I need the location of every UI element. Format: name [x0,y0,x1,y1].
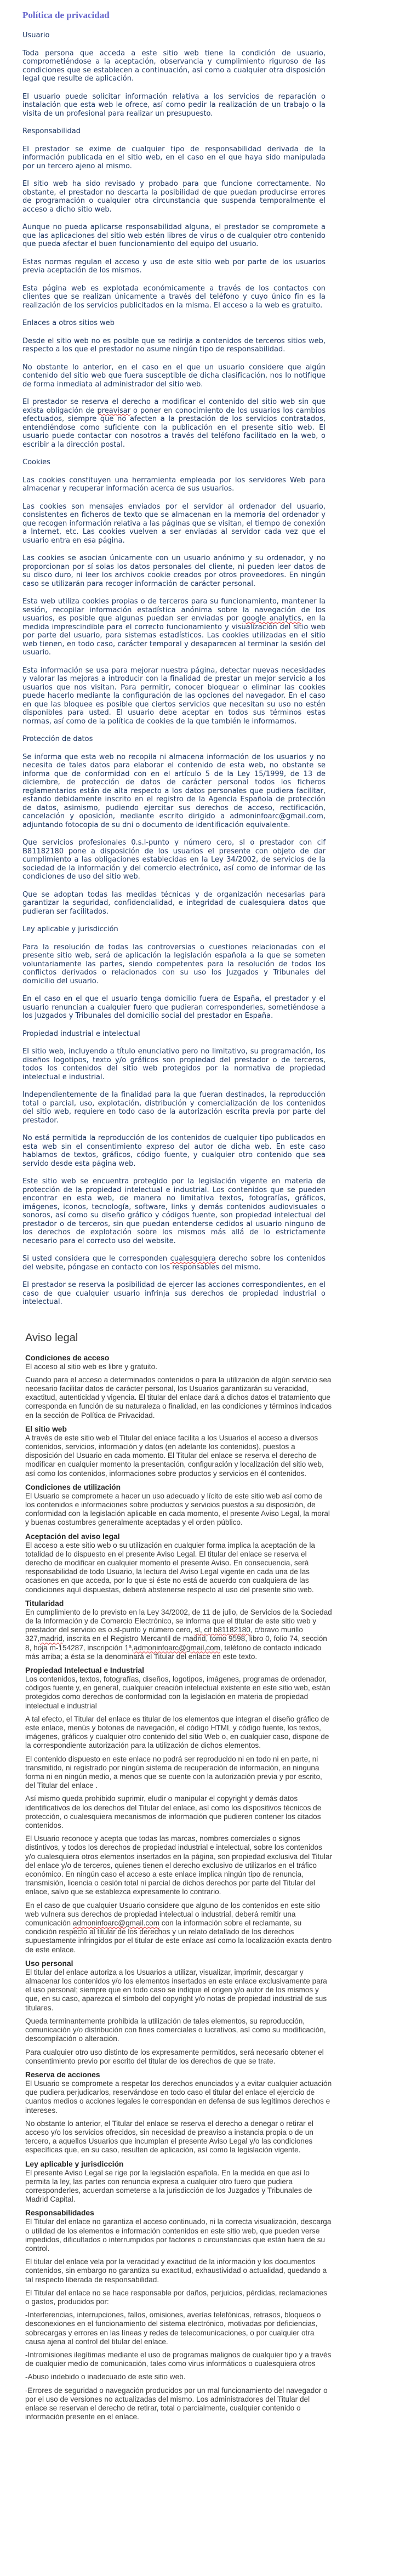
section-heading: Usuario [22,31,50,39]
paragraph: Independientemente de la finalidad para la que fueran destinados, la reproducción total o parcial, uso, explotación, distribución y comercialización de los contenidos del sitio web, requiere en todo caso de la autorización escrita previa por parte del prestador. [22,1091,326,1125]
paragraph: El Usuario reconoce y acepta que todas las marcas, nombres comerciales o signos distintivos, y todos los derechos de propiedad industrial e intelectual, sobre los contenidos y/o cualesquiera otros elementos insertados en la página, son propiedad exclusiva del Titular del enlace y/o de terceros, quienes tienen el derecho exclusivo de utilizarlos en el tráfico económico. En ningún caso el acceso a este enlace implica ningún tipo de renuncia, transmisión, licencia o cesión total ni parcial de dichos derechos por parte del Titular del enlace, salvo que se establezca expresamente lo contrario. [25,1834,332,1896]
section-heading: Condiciones de acceso [25,1353,110,1362]
paragraph: Las cookies constituyen una herramienta empleada por los servidores Web para almacenar y recuperar información acerca de sus usuarios. [22,476,326,493]
paragraph: Para cualquier otro uso distinto de los expresamente permitidos, será necesario obtener el consentimiento previo por escrito del titular de los derechos de que se trate. [25,2048,324,2065]
paragraph: No obstante lo anterior, el Titular del enlace se reserva el derecho a denegar o retirar el acceso y/o los servicios ofrecidos, sin necesidad de preaviso a instancia propia o de un tercero, a aquellos Usuarios que incumplan el presente Aviso Legal y/o las condiciones específicas que, en su caso, resulten de aplicación, así como la legislación vigente. [25,2119,313,2155]
paragraph: Las cookies se asocian únicamente con un usuario anónimo y su ordenador, y no proporcionan por sí solas los datos personales del cliente, ni pueden leer datos de su disco duro, ni leer los archivos cookie creados por otros proveedores. En ningún caso se utilizarán para recoger información de carácter personal. [22,554,326,588]
paragraph: El acceso al sitio web es libre y gratuito. [25,1362,158,1371]
section-heading: Reserva de acciones [25,2070,100,2079]
paragraph: Este sitio web se encuentra protegido por la legislación vigente en materia de protección de la propiedad intelectual e industrial. Los contenidos que se pueden encontrar en esta web, de manera no limitativa textos, fotografías, gráficos, imágenes, iconos, tecnología, software, links y demás contenidos audiovisuales o sonoros, así como su diseño gráfico y códigos fuente, son propiedad intelectual del prestador o de terceros, sin que puedan entenderse cedidos al usuario ninguno de los derechos de explotación sobre los mismos más allá de lo estrictamente necesario para el correcto uso del website. [22,1177,326,1245]
paragraph: Toda persona que acceda a este sitio web tiene la condición de usuario, comprometiéndose a la aceptación, observancia y cumplimiento riguroso de las condiciones que se establecen a continuación, así como a cualquier otra disposición legal que resulte de aplicación. [22,49,326,83]
paragraph: No obstante lo anterior, en el caso en el que un usuario considere que algún contenido del sitio web que fuera susceptible de dicha clasificación, nos lo notifique de forma inmediata al administrador del sitio web. [22,363,326,389]
section-heading: El sitio web [25,1424,67,1433]
paragraph: El prestador se reserva la posibilidad de ejercer las acciones correspondientes, en el caso de que cualquier usuario infrinja sus derechos de propiedad industrial o intelectual. [22,1281,326,1306]
paragraph: Esta página web es explotada económicamente a través de los contactos con clientes que se realizan únicamente a través del teléfono y cuyo único fin es la realización de los servicios publicitados en la misma. El acceso a la web es gratuito. [22,284,326,310]
paragraph: A tal efecto, el Titular del enlace es titular de los elementos que integran el diseño gráfico de este enlace, menús y botones de navegación, el código HTML y código fuente, los textos, imágenes, gráficos y cualquier otro contenido del sitio Web o, en cualquier caso, dispone de la correspondiente autorización para la utilización de dichos elementos. [25,1714,329,1750]
paragraph: El Usuario se compromete a respetar los derechos enunciados y a evitar cualquier actuación que pudiera perjudicarlos, reservándose en todo caso el titular del enlace el ejercicio de cuantos medios o acciones legales le correspondan en defensa de sus legítimos derechos e intereses. [25,2079,332,2115]
section-heading: Titularidad [25,1599,64,1608]
paragraph: El titular del enlace vela por la veracidad y exactitud de la información y los documentos contenidos, sin embargo no garantiza su exactitud, exhaustividad o actualidad, quedando a tal respecto liberada de responsabilidad. [25,2258,327,2284]
paragraph: En el caso en el que el usuario tenga domicilio fuera de España, el prestador y el usuario renuncian a cualquier fuero que pudieran corresponderles, sometiéndose a los Juzgados y Tribunales del domicilio social del prestador en España. [22,995,326,1020]
section-heading: Propiedad industrial e intelectual [22,1029,140,1038]
paragraph: A través de este sitio web el Titular del enlace facilita a los Usuarios el acceso a diversos contenidos, servicios, información y datos (en adelante los contenidos), puestos a disposición del Usuario en cada momento. El Titular del enlace se reserva el derecho de modificar en cualquier momento la presentación, configuración y localización del sitio web, así como los contenidos, informaciones sobre productos y servicios en él contenidos. [25,1433,324,1478]
paragraph: El usuario puede solicitar información relativa a los servicios de reparación o instalación que esta web le ofrece, así como pedir la realización de un trabajo o la visita de un profesional para realizar un presupuesto. [22,92,326,118]
section-heading: Aceptación del aviso legal [25,1532,120,1541]
privacy-policy-section [0,0,326,1307]
paragraph: -Intromisiones ilegítimas mediante el uso de programas malignos de cualquier tipo y a través de cualquier medio de comunicación, tales como virus informáticos o cualesquiera otros [25,2350,332,2368]
paragraph: El Titular del enlace no garantiza el acceso continuado, ni la correcta visualización, descarga o utilidad de los elementos e información contenidos en este sitio web, que pueden verse impedidos, dificultados o interrumpidos por factores o circunstancias que están fuera de su control. [25,2218,332,2253]
paragraph: Aunque no pueda aplicarse responsabilidad alguna, el prestador se compromete a que las aplicaciones del sitio web estén libres de virus o de cualquier otro contenido que pueda afectar el buen funcionamiento del equipo del usuario. [22,223,326,248]
paragraph: El acceso a este sitio web o su utilización en cualquier forma implica la aceptación de la totalidad de lo dispuesto en el presente Aviso Legal. El titular del enlace se reserva el derecho de modificar en cualquier momento el presente Aviso. En consecuencia, será responsabilidad de todo Usuario, la lectura del Aviso Legal vigente en cada una de las ocasiones en que acceda, por lo que si éste no está de acuerdo con cualquiera de las condiciones aquí dispuestas, deberá abstenerse respecto al uso del presente sitio web. [25,1541,315,1594]
paragraph: Esta web utiliza cookies propias o de terceros para su funcionamiento, mantener la sesión, recopilar información estadística anónima sobre la navegación de los usuarios, es posible que algunas puedan ser enviadas por google analytics, en la medida imprescindible para el correcto funcionamiento y visualización del sitio web por parte del usuario, para sistemas estadísticos. Las cookies utilizadas en el sitio web tienen, en todo caso, carácter temporal y desaparecen al terminar la sesión del usuario. [22,597,326,657]
spellcheck-underline: sl, cif b81182180 [195,1626,250,1634]
legal-notice-title: Aviso legal [25,1331,78,1344]
paragraph: El titular del enlace autoriza a los Usuarios a utilizar, visualizar, imprimir, descargar y almacenar los contenidos y/o los elementos insertados en este enlace exclusivamente para el uso personal; siempre que en todo caso se indique el origen y/o autor de los mismos y que, en su caso, aparezca el símbolo del copyright y/o notas de propiedad industrial de sus titulares. [25,1968,327,2012]
paragraph: Estas normas regulan el acceso y uso de este sitio web por parte de los usuarios previa aceptación de los mismos. [22,258,326,275]
spellcheck-underline: madrid [39,1634,63,1643]
paragraph: Cuando para el acceso a determinados contenidos o para la utilización de algún servicio sea necesario facilitar datos de carácter personal, los Usuarios garantizarán su veracidad, exactitud, autenticidad y vigencia. El titular del enlace dará a dichos datos el tratamiento que corresponda en función de su naturaleza o finalidad, en las condiciones y términos indicados en la sección de Política de Privacidad. [25,1375,332,1420]
paragraph: Si usted considera que le corresponden cualesquiera derecho sobre los contenidos del website, póngase en contacto con los responsables del mismo. [22,1255,326,1272]
paragraph: El contenido dispuesto en este enlace no podrá ser reproducido ni en todo ni en parte, ni transmitido, ni registrado por ningún sistema de recuperación de información, en ninguna forma ni en ningún medio, a menos que se cuente con la autorización previa y por escrito, del Titular del enlace . [25,1754,322,1790]
spellcheck-underline: cualesquiera [170,1255,216,1263]
spellcheck-underline: admoninfoarc@gmail.com [72,1919,160,1928]
legal-notice-body [25,1354,332,2422]
paragraph: El prestador se exime de cualquier tipo de responsabilidad derivada de la información publicada en el sitio web, en el caso en el que haya sido manipulada por un tercero ajeno al mismo. [22,145,326,170]
paragraph: Desde el sitio web no es posible que se redirija a contenidos de terceros sitios web, respecto a los que el prestador no asume ningún tipo de responsabilidad. [22,337,326,354]
paragraph: -Interferencias, interrupciones, fallos, omisiones, averías telefónicas, retrasos, bloqueos o desconexiones en el funcionamiento del sistema electrónico, motivadas por deficiencias, sobrecargas y errores en las líneas y redes de telecomunicaciones, o por cualquier otra causa ajena al control del titular del enlace. [25,2311,321,2346]
paragraph: El sitio web, incluyendo a título enunciativo pero no limitativo, su programación, los diseños logotipos, texto y/o gráficos son propiedad del prestador o de terceros, todos los contenidos del sitio web protegidos por la normativa de propiedad intelectual e industrial. [22,1047,326,1081]
privacy-policy-title: Política de privacidad [22,10,110,20]
paragraph: En cumplimiento de lo previsto en la Ley 34/2002, de 11 de julio, de Servicios de la Sociedad de la Información y de Comercio Electrónico, se informa que el titular de este sitio web y prestador del servicio es o.sl-punto y número cero, sl, cif b81182180, c/bravo murillo 327,madrid, inscrita en el Registro Mercantil de madrid, tomo 9598, libro 0, folio 74, sección 8, hoja m-154287, inscripción 1ª,admoninfoarc@gmail,com, teléfono de contacto indicado más arriba; a ésta se la denominará el Titular del enlace en este texto. [25,1608,332,1661]
privacy-policy-body [22,31,326,1307]
paragraph: El Titular del enlace no se hace responsable por daños, perjuicios, pérdidas, reclamaciones o gastos, producidos por: [25,2288,327,2306]
spellcheck-underline: admoninfoarc@gmail,com [133,1643,220,1652]
paragraph: Así mismo queda prohibido suprimir, eludir o manipular el copyright y demás datos identificativos de los derechos del Titular del enlace, así como los dispositivos técnicos de protección, o cualesquiera mecanismos de información que pudieren contener los citados contenidos. [25,1794,322,1830]
paragraph: El prestador se reserva el derecho a modificar el contenido del sitio web sin que exista obligación de preavisar o poner en conocimiento de los usuarios los cambios efectuados, siempre que no afecten a la prestación de los servicios contratados, entendiéndose como suficiente con la publicación en el presente sitio web. El usuario puede contactar con nosotros a través del teléfono facilitado en la web, o escribir a la dirección postal. [22,398,326,449]
section-heading: Cookies [22,458,50,466]
section-heading: Protección de datos [22,735,93,743]
paragraph: -Abuso indebido o inadecuado de este sitio web. [25,2373,186,2381]
section-heading: Condiciones de utilización [25,1483,121,1491]
legal-notice-section [0,1332,332,2422]
paragraph: Que servicios profesionales 0.s.l-punto y número cero, sl o prestador con cif B81182180 pone a disposición de los usuarios el presente con objeto de dar cumplimiento a las obligaciones establecidas en la Ley 34/2002, de servicios de la sociedad de la información y del comercio electrónico, así como de informar de las condiciones de uso del sitio web. [22,839,326,881]
paragraph: Se informa que esta web no recopila ni almacena información de los usuarios y no necesita de tales datos para elaborar el contenido de esta web, no obstante se informa que de conformidad con en el artículo 5 de la Ley 15/1999, de 13 de diciembre, de protección de datos de carácter personal todos los ficheros reglamentarios están de alta respecto a los datos personales que pudiera facilitar, estando debidamente inscrito en el registro de la Agencia Española de protección de datos, asimismo, pudiendo ejercitar sus derechos de acceso, rectificación, cancelación y oposición, mediante escrito dirigido a admoninfoarc@gmail.com, adjuntando fotocopia de su dni o documento de identificación equivalente. [22,753,326,829]
paragraph: No está permitida la reproducción de los contenidos de cualquier tipo publicados en esta web sin el consentimiento expreso del autor de dicha web. En este caso hablamos de textos, gráficos, código fuente, y cualquier otro contenido que sea servido desde esta página web. [22,1134,326,1168]
section-heading: Responsabilidad [22,127,81,135]
paragraph: Las cookies son mensajes enviados por el servidor al ordenador del usuario, consistentes en ficheros de texto que se almacenan en la memoria del ordenador y que recogen información relativa a las páginas que se visitan, el tiempo de conexión a Internet, etc. Las cookies vuelven a ser enviadas al servidor cada vez que el usuario entra en esa página. [22,502,326,545]
spellcheck-underline: preavisar [97,406,131,415]
section-heading: Uso personal [25,1959,73,1968]
spellcheck-underline: google analytics [242,614,301,623]
paragraph: Queda terminantemente prohibida la utilización de tales elementos, su reproducción, comunicación y/o distribución con fines comerciales o lucrativos, así como su modificación, descompilación o alteración. [25,2016,326,2043]
paragraph: Para la resolución de todas las controversias o cuestiones relacionadas con el presente sitio web, será de aplicación la legislación española a la que se someten voluntariamente las partes, siendo competentes para la resolución de todos los conflictos derivados o relacionados con su uso los Juzgados y Tribunales del domicilio del usuario. [22,943,326,985]
paragraph: En el caso de que cualquier Usuario considere que alguno de los contenidos en este sitio web vulnera sus derechos de propiedad intelectual o industrial, deberá remitir una comunicación admoninfoarc@gmail.com con la información sobre el reclamante, su condición respecto al titular de los derechos y un relato detallado de los derechos supuestamente infringidos por el titular de este enlace así como la localización exacta dentro de este enlace. [25,1901,332,1954]
paragraph: El presente Aviso Legal se rige por la legislación española. En la medida en que así lo permita la ley, las partes con renuncia expresa a cualquier otro fuero que pudiera corresponderles, acuerdan someterse a la jurisdicción de los Juzgados y Tribunales de Madrid Capital. [25,2168,312,2204]
paragraph: El sitio web ha sido revisado y probado para que funcione correctamente. No obstante, el prestador no descarta la posibilidad de que puedan producirse errores de programación o cualquier otra circunstancia que suspenda temporalmente el acceso a dicho sitio web. [22,180,326,214]
section-heading: Propiedad Intelectual e Industrial [25,1666,144,1674]
section-heading: Responsabilidades [25,2209,94,2218]
section-heading: Ley aplicable y jurisdicción [25,2159,124,2168]
paragraph: Que se adoptan todas las medidas técnicas y de organización necesarias para garantizar la seguridad, confidencialidad, e integridad de cualesquiera datos que pudieran ser facilitados. [22,890,326,916]
section-heading: Ley aplicable y jurisdicción [22,925,118,933]
paragraph: Esta información se usa para mejorar nuestra página, detectar nuevas necesidades y valorar las mejoras a introducir con la finalidad de prestar un mejor servicio a los usuarios que nos visitan. Para permitir, conocer bloquear o eliminar las cookies puede hacerlo mediante la configuración de las opciones del navegador. En el caso en que las bloquee es posible que ciertos servicios que necesitan su uso no estén disponibles para usted. El usuario debe aceptar en todos sus términos estas normas, así como de la política de cookies de la que también le informamos. [22,666,326,726]
section-heading: Enlaces a otros sitios web [22,319,115,327]
paragraph: El Usuario se compromete a hacer un uso adecuado y lícito de este sitio web así como de los contenidos e informaciones sobre productos y servicios puestos a su disposición, de conformidad con la legislación aplicable en cada momento, el presente Aviso Legal, la moral y buenas costumbres generalmente aceptadas y el orden público. [25,1491,330,1527]
paragraph: Los contenidos, textos, fotografías, diseños, logotipos, imágenes, programas de ordenador, códigos fuente y, en general, cualquier creación intelectual existente en este sitio web, están protegidos como derechos de conformidad con la legislación en materia de propiedad intelectual e industrial [25,1674,330,1710]
paragraph: -Errores de seguridad o navegación producidos por un mal funcionamiento del navegador o por el uso de versiones no actualizadas del mismo. Los administradores del Titular del enlace se reservan el derecho de retirar, total o parcialmente, cualquier contenido o información presente en el enlace. [25,2386,328,2421]
